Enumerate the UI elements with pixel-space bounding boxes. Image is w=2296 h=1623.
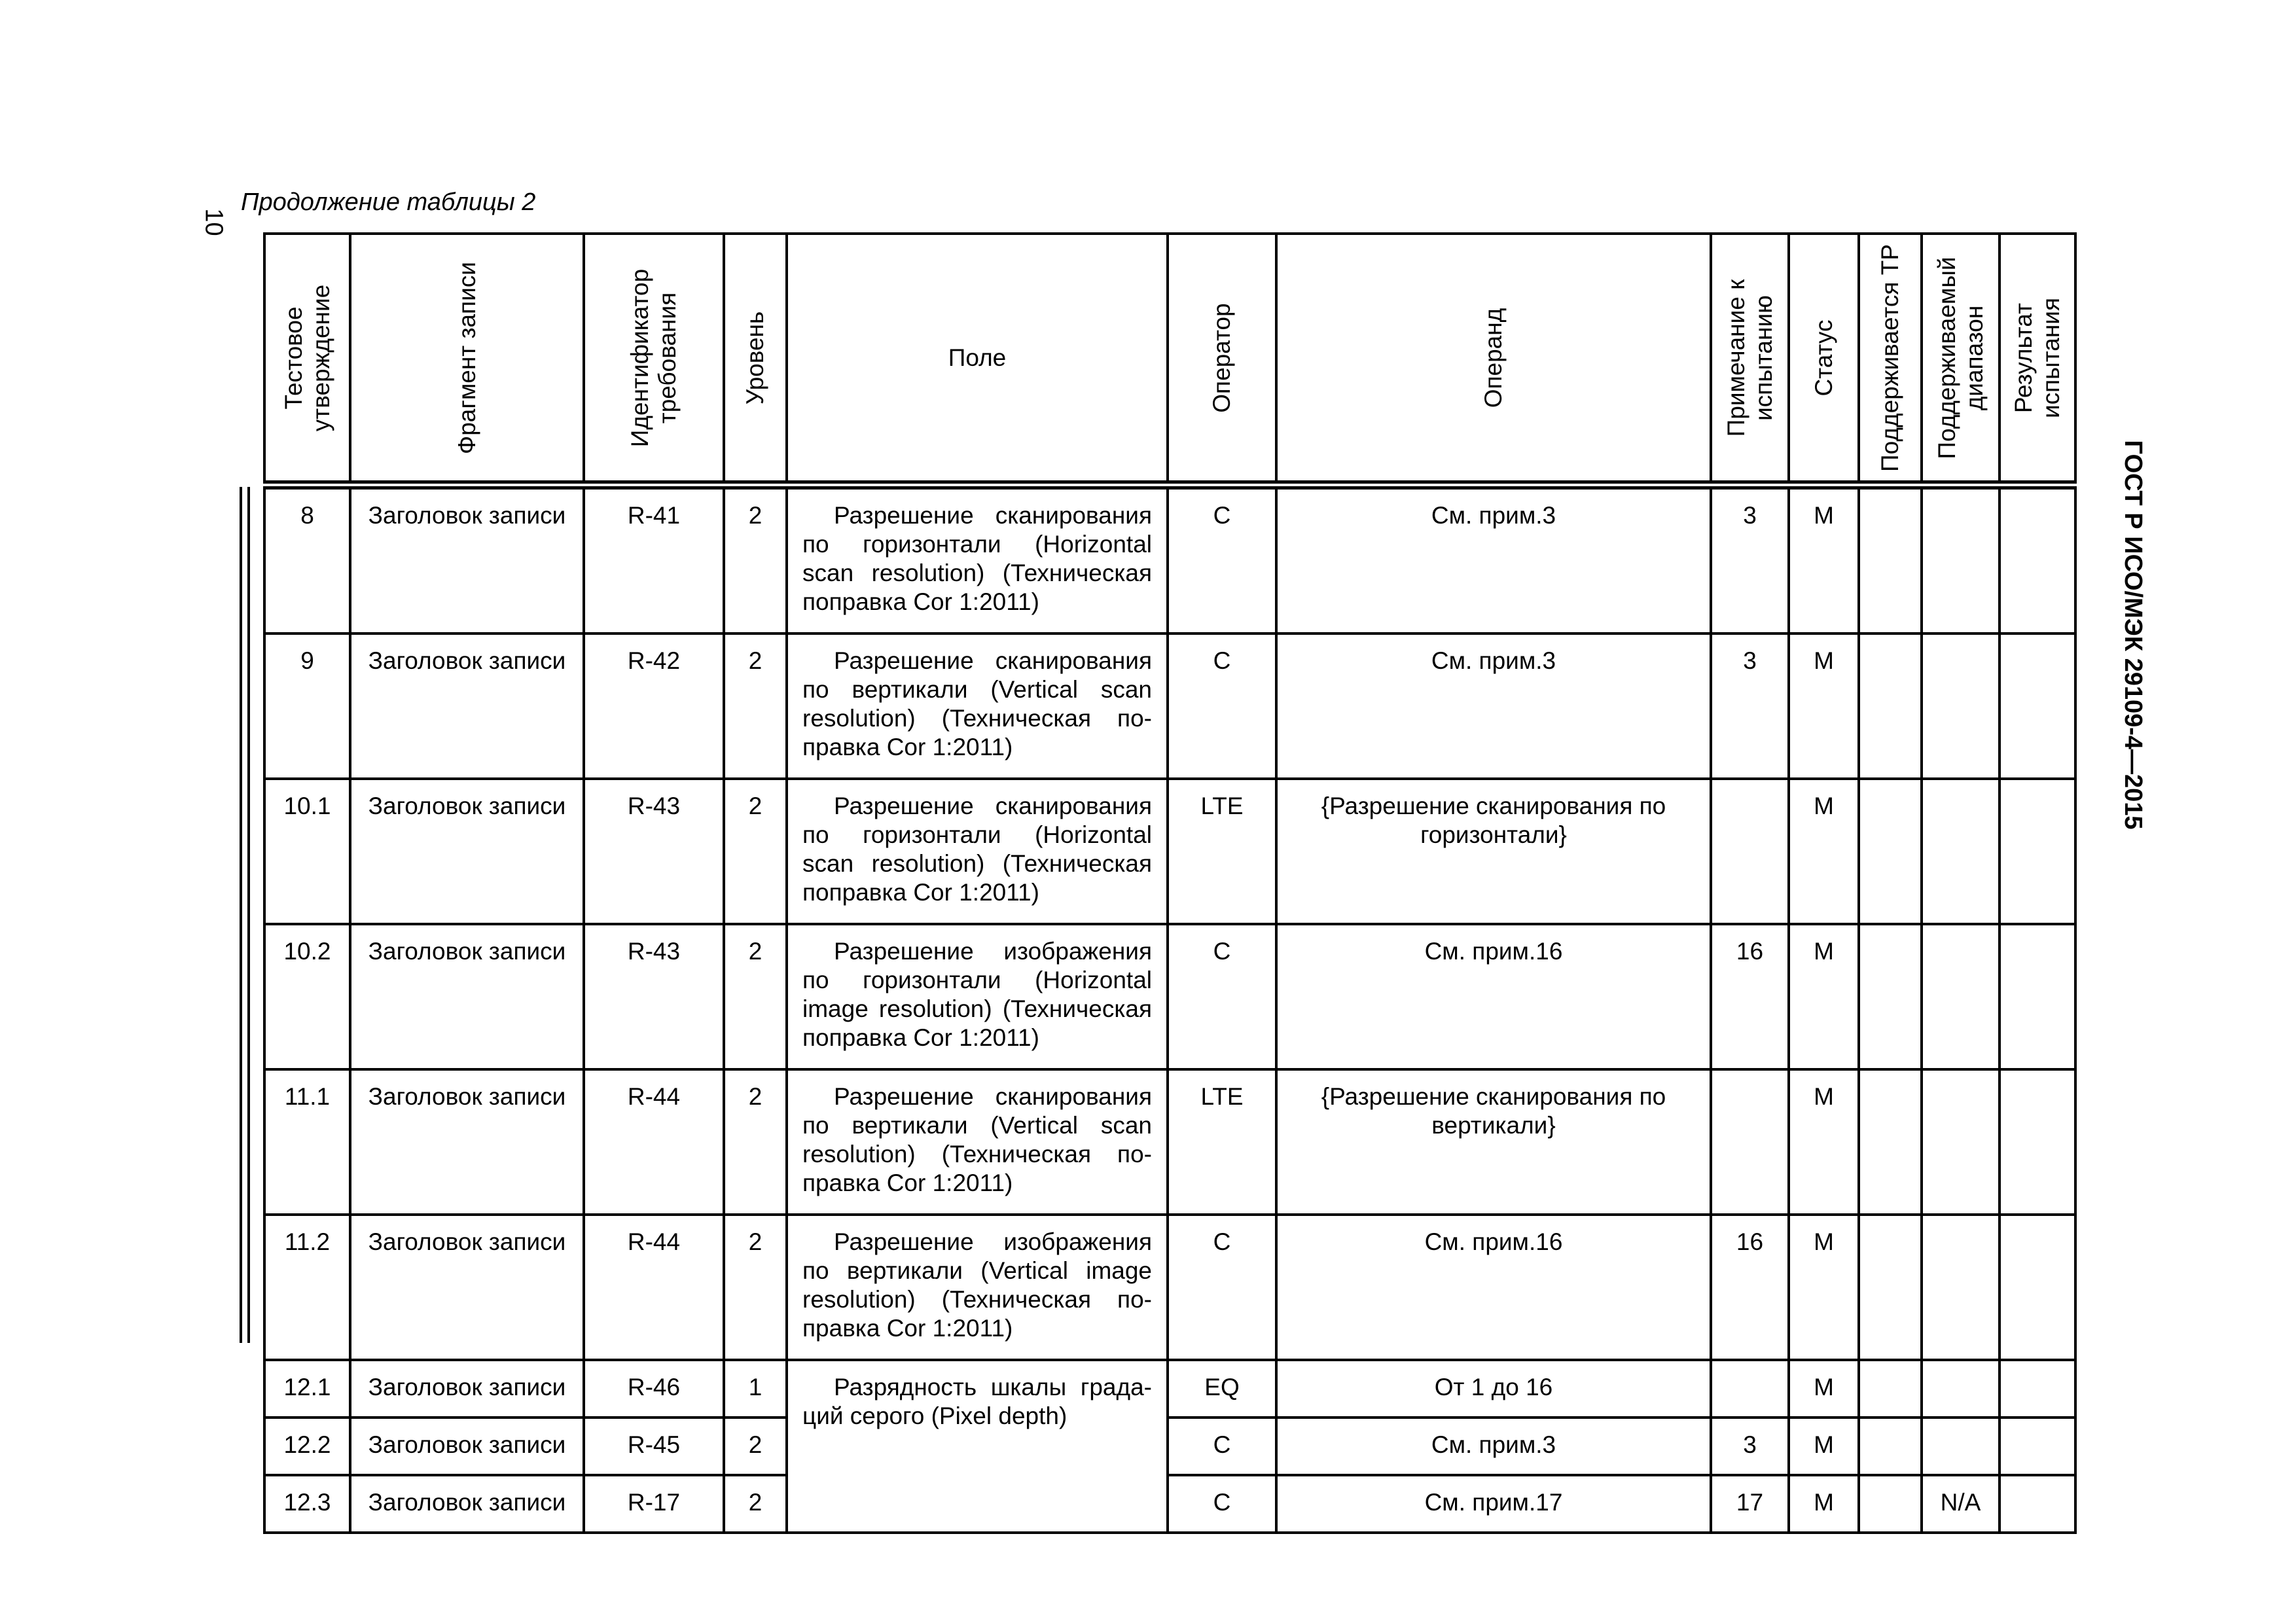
operator-cell: C (1168, 1475, 1276, 1533)
record-fragment-cell: Заголовок записи (350, 1418, 584, 1475)
test-note-cell: 3 (1711, 633, 1789, 779)
table-row (264, 779, 2075, 924)
field-cell-merged: Разрядность шкалы града-ций серого (Pixel depth) (787, 1360, 1168, 1533)
requirement-id-cell: R-44 (584, 1069, 724, 1215)
status-cell: M (1789, 1069, 1859, 1215)
record-fragment-cell: Заголовок записи (350, 485, 584, 633)
test-assertion-cell: 8 (264, 485, 350, 633)
table-continuation-title: Продолжение таблицы 2 (241, 188, 536, 216)
test-result-cell (2000, 633, 2075, 779)
operand-cell: См. прим.3 (1276, 1418, 1711, 1475)
operand-cell: См. прим.16 (1276, 924, 1711, 1069)
status-cell: M (1789, 1475, 1859, 1533)
supported-range-cell (1922, 1418, 2000, 1475)
supported-range-cell (1922, 779, 2000, 924)
operand-cell: См. прим.3 (1276, 485, 1711, 633)
requirement-id-cell: R-41 (584, 485, 724, 633)
level-cell: 2 (724, 1475, 787, 1533)
operator-cell: C (1168, 633, 1276, 779)
header-cell: Результат испытания (2000, 234, 2075, 485)
tp-supported-cell (1859, 1069, 1922, 1215)
test-note-cell (1711, 1069, 1789, 1215)
level-cell: 2 (724, 779, 787, 924)
operator-cell: C (1168, 1215, 1276, 1360)
record-fragment-cell: Заголовок записи (350, 633, 584, 779)
supported-range-cell (1922, 485, 2000, 633)
header-cell (787, 234, 1168, 485)
requirement-id-cell: R-46 (584, 1360, 724, 1418)
requirement-id-cell: R-45 (584, 1418, 724, 1475)
operator-cell: C (1168, 485, 1276, 633)
tp-supported-cell (1859, 1360, 1922, 1418)
operator-cell: LTE (1168, 779, 1276, 924)
test-assertion-cell: 12.3 (264, 1475, 350, 1533)
level-cell: 1 (724, 1360, 787, 1418)
standard-designation: ГОСТ Р ИСО/МЭК 29109-4—2015 (2119, 440, 2147, 830)
table-row (264, 1069, 2075, 1215)
tp-supported-cell (1859, 1475, 1922, 1533)
level-cell: 2 (724, 1069, 787, 1215)
test-assertion-cell: 9 (264, 633, 350, 779)
table-row (264, 485, 2075, 633)
test-note-cell: 16 (1711, 924, 1789, 1069)
supported-range-cell (1922, 1215, 2000, 1360)
record-fragment-cell: Заголовок записи (350, 1069, 584, 1215)
record-fragment-cell: Заголовок записи (350, 779, 584, 924)
revision-bar (247, 487, 250, 1343)
level-cell: 2 (724, 485, 787, 633)
header-cell: Тестовое утверждение (264, 234, 350, 485)
test-assertion-cell: 10.2 (264, 924, 350, 1069)
status-cell: M (1789, 633, 1859, 779)
status-cell: M (1789, 924, 1859, 1069)
supported-range-cell (1922, 1069, 2000, 1215)
header-cell: Идентификатор требования (584, 234, 724, 485)
table-row (264, 1215, 2075, 1360)
record-fragment-cell: Заголовок записи (350, 1475, 584, 1533)
test-result-cell (2000, 1069, 2075, 1215)
test-result-cell (2000, 1215, 2075, 1360)
record-fragment-cell: Заголовок записи (350, 1360, 584, 1418)
test-assertion-cell: 11.1 (264, 1069, 350, 1215)
tp-supported-cell (1859, 924, 1922, 1069)
field-cell: Разрешение сканирования по горизонтали (Horizontal scan resolution) (Техническая поправка Cor 1:2011) (787, 779, 1168, 924)
supported-range-cell: N/A (1922, 1475, 2000, 1533)
operand-cell: См. прим.3 (1276, 633, 1711, 779)
operand-cell: {Разрешение сканирования по горизонтали} (1276, 779, 1711, 924)
test-note-cell: 3 (1711, 485, 1789, 633)
table-row (264, 924, 2075, 1069)
test-result-cell (2000, 485, 2075, 633)
operator-cell: EQ (1168, 1360, 1276, 1418)
field-cell: Разрешение сканирования по вертикали (Vertical scan resolution) (Техническая по-правка Cor 1:2011) (787, 633, 1168, 779)
field-cell: Разрешение сканирования по вертикали (Vertical scan resolution) (Техническая по-правка Cor 1:2011) (787, 1069, 1168, 1215)
header-cell: Поддерживаемый диапазон (1922, 234, 2000, 485)
requirement-id-cell: R-44 (584, 1215, 724, 1360)
operator-cell: C (1168, 924, 1276, 1069)
header-cell: Операнд (1276, 234, 1711, 485)
supported-range-cell (1922, 924, 2000, 1069)
level-cell: 2 (724, 1418, 787, 1475)
table-row (264, 1360, 2075, 1418)
level-cell: 2 (724, 1215, 787, 1360)
table-header-row (264, 234, 2075, 485)
level-cell: 2 (724, 633, 787, 779)
test-result-cell (2000, 924, 2075, 1069)
supported-range-cell (1922, 633, 2000, 779)
test-result-cell (2000, 1360, 2075, 1418)
test-result-cell (2000, 1475, 2075, 1533)
field-cell: Разрешение изображения по горизонтали (Horizontal image resolution) (Техническая поправка Cor 1:2011) (787, 924, 1168, 1069)
status-cell: M (1789, 485, 1859, 633)
test-note-cell: 17 (1711, 1475, 1789, 1533)
status-cell: M (1789, 1418, 1859, 1475)
tp-supported-cell (1859, 633, 1922, 779)
tp-supported-cell (1859, 1215, 1922, 1360)
requirement-id-cell: R-43 (584, 924, 724, 1069)
requirement-id-cell: R-42 (584, 633, 724, 779)
requirements-table (263, 232, 2077, 1534)
test-assertion-cell: 12.1 (264, 1360, 350, 1418)
operator-cell: C (1168, 1418, 1276, 1475)
requirement-id-cell: R-43 (584, 779, 724, 924)
supported-range-cell (1922, 1360, 2000, 1418)
operand-cell: От 1 до 16 (1276, 1360, 1711, 1418)
table-row (264, 1475, 2075, 1533)
test-note-cell: 16 (1711, 1215, 1789, 1360)
test-result-cell (2000, 779, 2075, 924)
test-assertion-cell: 10.1 (264, 779, 350, 924)
field-cell: Разрешение изображения по вертикали (Vertical image resolution) (Техническая по-правка Cor 1:2011) (787, 1215, 1168, 1360)
test-assertion-cell: 11.2 (264, 1215, 350, 1360)
header-cell: Оператор (1168, 234, 1276, 485)
test-note-cell: 3 (1711, 1418, 1789, 1475)
operand-cell: {Разрешение сканирования по вертикали} (1276, 1069, 1711, 1215)
header-field: Поле (948, 344, 1007, 371)
table-row (264, 1418, 2075, 1475)
field-cell: Разрешение сканирования по горизонтали (Horizontal scan resolution) (Техническая поправка Cor 1:2011) (787, 485, 1168, 633)
status-cell: M (1789, 779, 1859, 924)
operator-cell: LTE (1168, 1069, 1276, 1215)
requirement-id-cell: R-17 (584, 1475, 724, 1533)
record-fragment-cell: Заголовок записи (350, 924, 584, 1069)
header-cell: Уровень (724, 234, 787, 485)
header-cell: Поддерживается TP (1859, 234, 1922, 485)
status-cell: M (1789, 1360, 1859, 1418)
header-cell: Статус (1789, 234, 1859, 485)
test-result-cell (2000, 1418, 2075, 1475)
header-cell: Примечание к испытанию (1711, 234, 1789, 485)
operand-cell: См. прим.17 (1276, 1475, 1711, 1533)
header-cell: Фрагмент записи (350, 234, 584, 485)
level-cell: 2 (724, 924, 787, 1069)
test-note-cell (1711, 1360, 1789, 1418)
tp-supported-cell (1859, 485, 1922, 633)
tp-supported-cell (1859, 779, 1922, 924)
revision-bar (240, 487, 242, 1343)
test-assertion-cell: 12.2 (264, 1418, 350, 1475)
table-row (264, 633, 2075, 779)
test-note-cell (1711, 779, 1789, 924)
tp-supported-cell (1859, 1418, 1922, 1475)
page-number: 10 (200, 208, 228, 236)
operand-cell: См. прим.16 (1276, 1215, 1711, 1360)
status-cell: M (1789, 1215, 1859, 1360)
record-fragment-cell: Заголовок записи (350, 1215, 584, 1360)
